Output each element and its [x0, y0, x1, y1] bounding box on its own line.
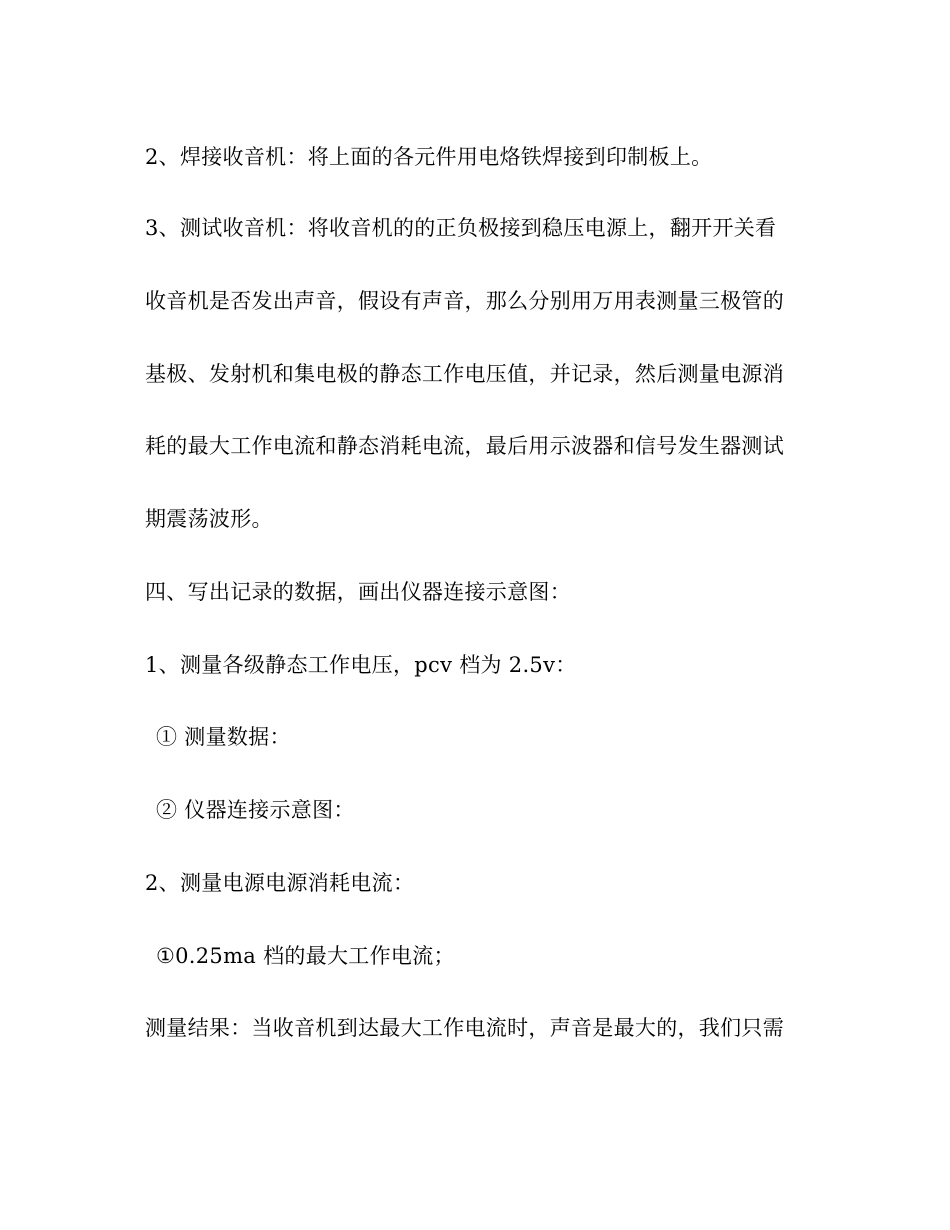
subitem-max-current: ①0.25ma 档的最大工作电流； [156, 944, 455, 968]
item-1-static-voltage: 1、测量各级静态工作电压，pcv 档为 2.5v： [145, 653, 577, 677]
item-2-power-current: 2、测量电源电源消耗电流： [145, 871, 415, 895]
paragraph-step-3-testing-cont-2: 基极、发射机和集电极的静态工作电压值，并记录，然后测量电源消 [145, 362, 784, 386]
paragraph-step-3-testing-cont-4: 期震荡波形。 [145, 507, 273, 531]
subitem-measurement-data: ① 测量数据： [156, 725, 291, 749]
paragraph-step-3-testing-cont-3: 耗的最大工作电流和静态消耗电流，最后用示波器和信号发生器测试 [145, 434, 784, 458]
section-heading-4: 四、写出记录的数据，画出仪器连接示意图： [145, 580, 571, 604]
paragraph-step-3-testing-cont-1: 收音机是否发出声音，假设有声音，那么分别用万用表测量三极管的 [145, 289, 784, 313]
paragraph-measurement-result: 测量结果：当收音机到达最大工作电流时，声音是最大的，我们只需 [145, 1016, 784, 1040]
subitem-connection-diagram: ② 仪器连接示意图： [156, 798, 355, 822]
paragraph-step-3-testing: 3、测试收音机：将收音机的的正负极接到稳压电源上，翻开开关看 [145, 216, 777, 240]
paragraph-step-2-soldering: 2、焊接收音机：将上面的各元件用电烙铁焊接到印制板上。 [145, 145, 713, 169]
